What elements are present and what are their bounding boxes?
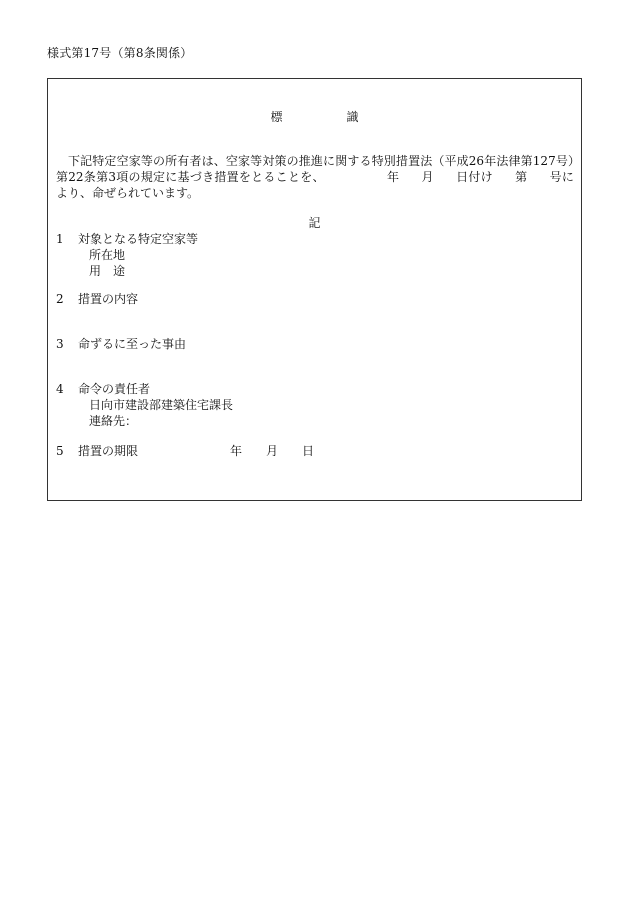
month-unit: 月 bbox=[421, 170, 434, 184]
item-3 bbox=[56, 336, 186, 352]
item-2 bbox=[56, 291, 138, 307]
item-number: 2 bbox=[56, 292, 64, 306]
item-5 bbox=[56, 443, 314, 459]
item-number: 4 bbox=[56, 382, 64, 396]
deadline-month: 月 bbox=[266, 444, 279, 458]
item-number: 3 bbox=[56, 337, 64, 351]
item-label: 措置の期限 bbox=[78, 444, 139, 458]
item-1-location: 所在地 bbox=[89, 248, 126, 262]
item-1 bbox=[56, 231, 198, 247]
notice-paragraph bbox=[56, 153, 574, 201]
item-1-usage: 用 途 bbox=[89, 264, 126, 278]
notice-text: 下記特定空家等の所有者は、空家等対策の推進に関する特別措置法（平成26年法律第127号）第22条第3項の規定に基づき措置をとることを、 bbox=[56, 154, 574, 184]
item-4-contact: 連絡先： bbox=[89, 414, 138, 428]
ki-label: 記 bbox=[308, 216, 321, 230]
form-number: 様式第17号（第8条関係） bbox=[47, 46, 193, 60]
item-number: 5 bbox=[56, 444, 64, 458]
deadline-day: 日 bbox=[302, 444, 315, 458]
sign-frame bbox=[47, 78, 582, 501]
no-suffix: 号により、命ぜられています。 bbox=[56, 170, 574, 200]
deadline-year: 年 bbox=[230, 444, 243, 458]
item-label: 対象となる特定空家等 bbox=[78, 232, 199, 246]
year-unit: 年 bbox=[386, 170, 400, 184]
no-prefix: 第 bbox=[514, 170, 528, 184]
sign-title: 標識 bbox=[270, 110, 423, 124]
item-number: 1 bbox=[56, 232, 64, 246]
item-label: 措置の内容 bbox=[78, 292, 139, 306]
item-4 bbox=[56, 381, 150, 397]
item-label: 命ずるに至った事由 bbox=[78, 337, 187, 351]
item-label: 命令の責任者 bbox=[78, 382, 151, 396]
item-4-responsible-person: 日向市建設部建築住宅課長 bbox=[89, 398, 234, 412]
day-unit: 日付け bbox=[455, 170, 493, 184]
